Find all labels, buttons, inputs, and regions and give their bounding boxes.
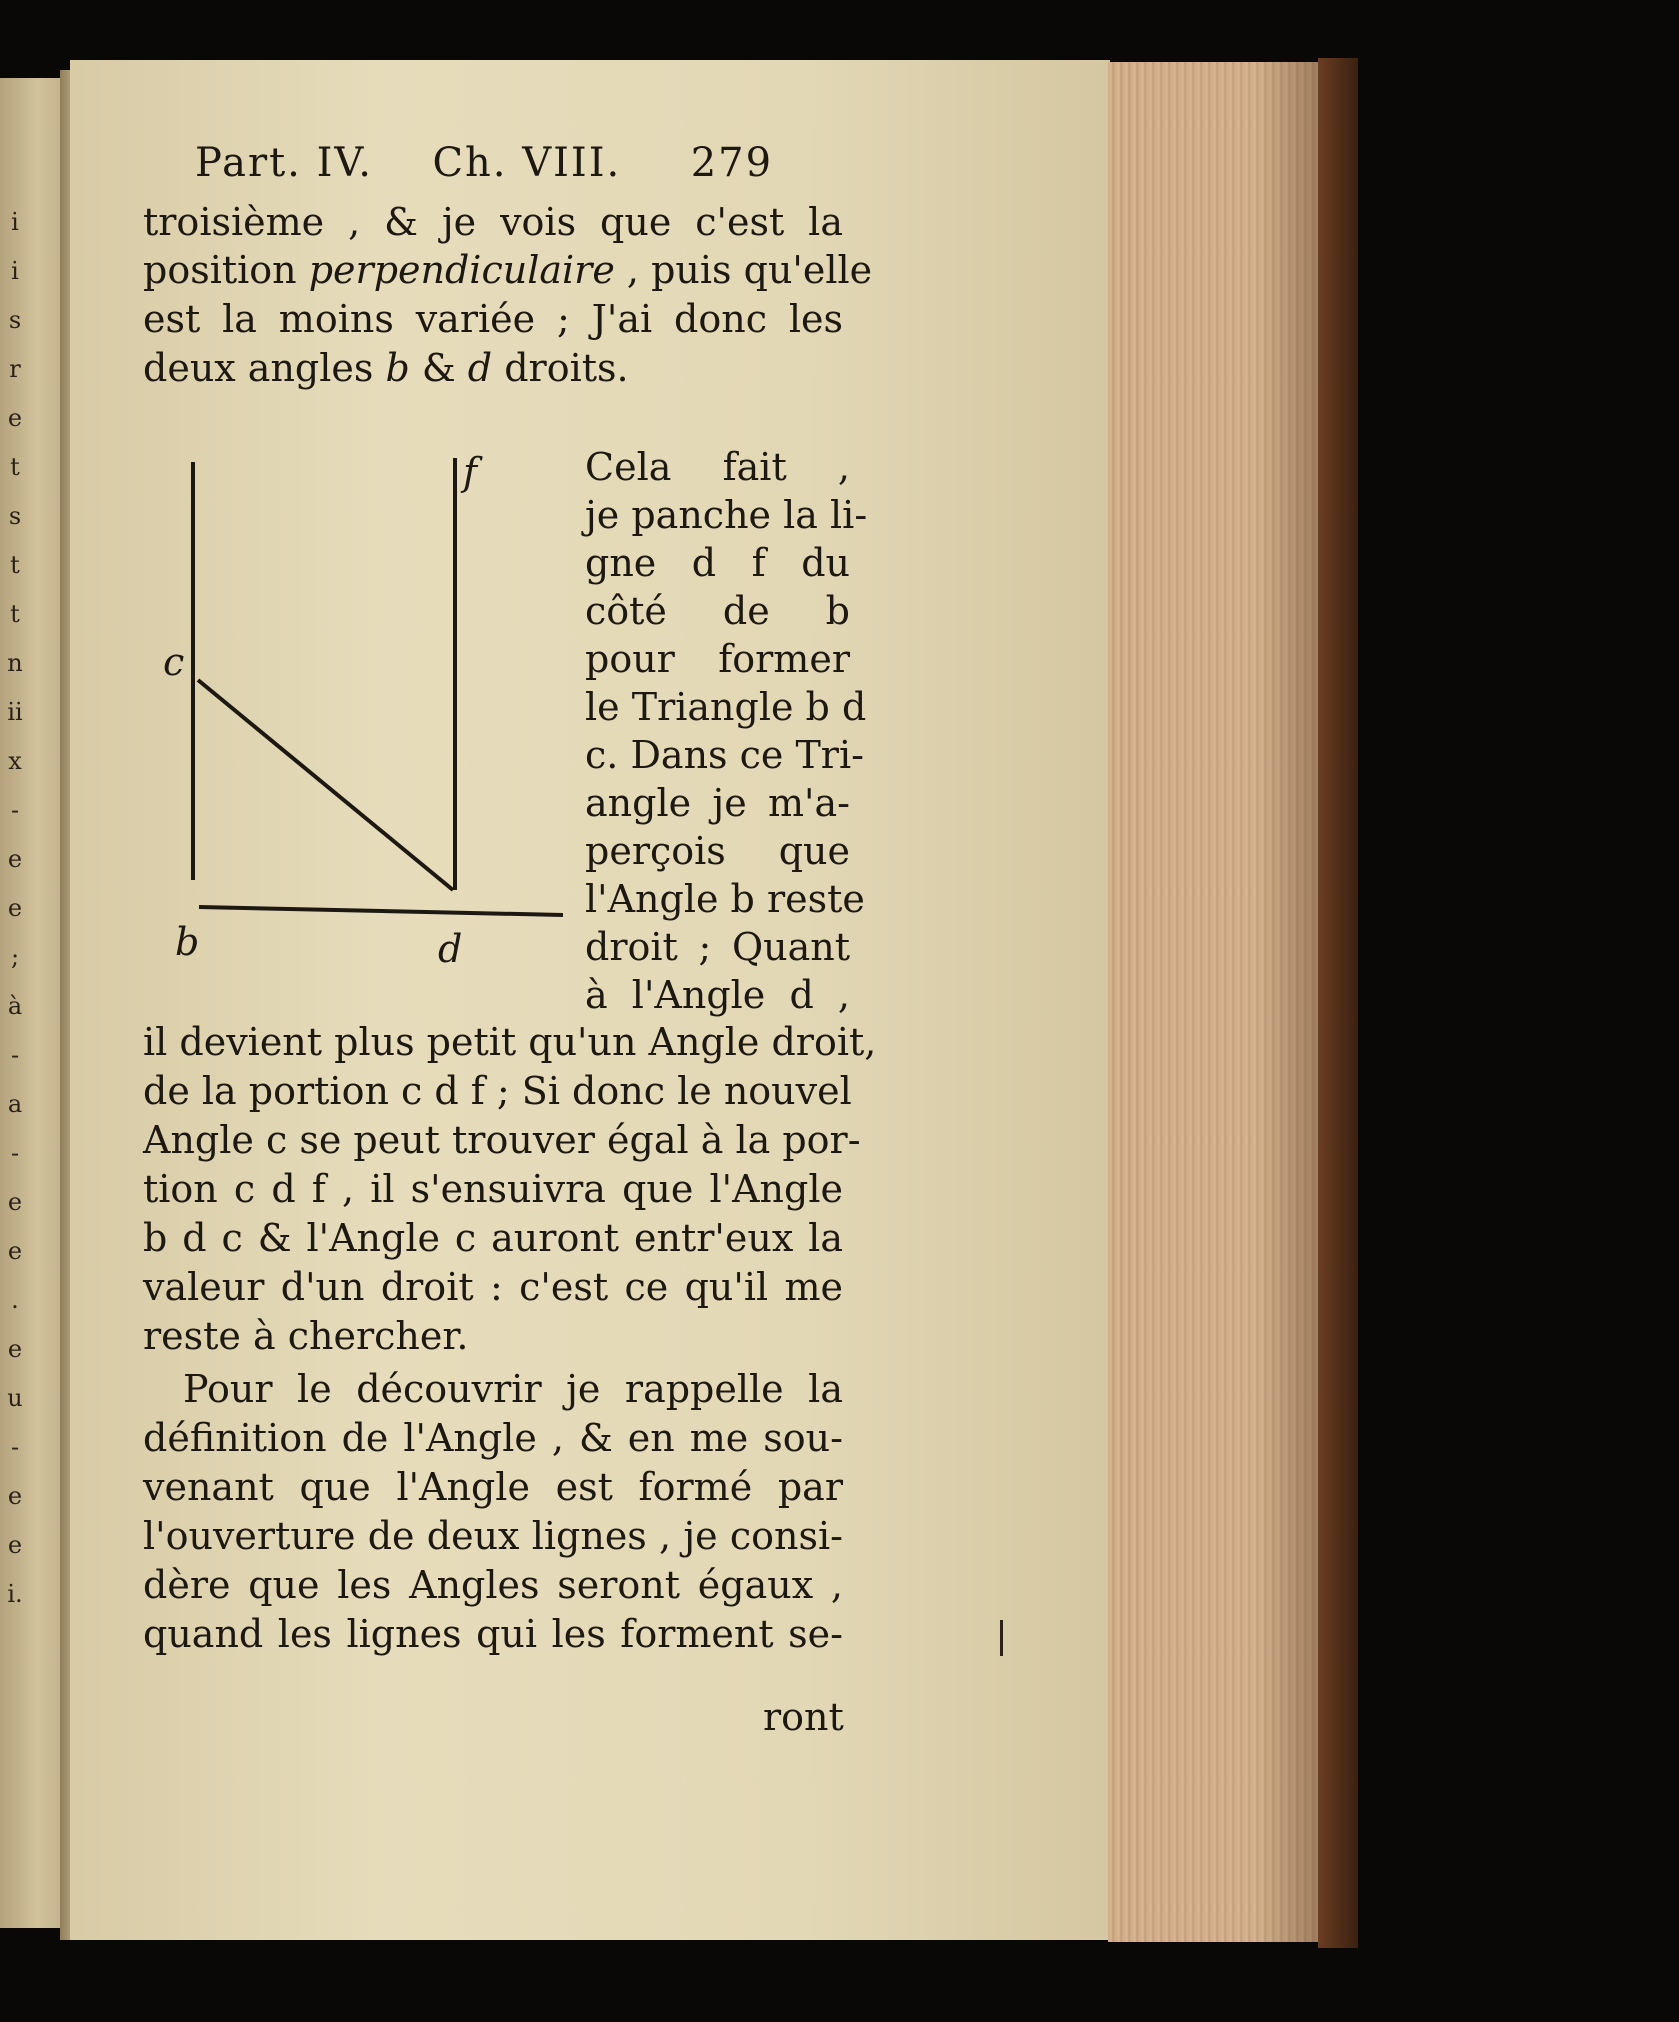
left-page: [0, 78, 62, 1928]
edge-letter: s: [8, 306, 22, 334]
edge-letter: i.: [7, 1580, 23, 1608]
label-c: c: [163, 640, 185, 684]
text-line: position perpendiculaire , puis qu'elle: [143, 248, 873, 292]
edge-letter: à: [7, 992, 23, 1020]
text-line: reste à chercher.: [143, 1314, 469, 1358]
label-f: f: [463, 450, 478, 494]
side-text-line: le Triangle b d: [585, 685, 867, 729]
side-text-line: c. Dans ce Tri-: [585, 733, 864, 777]
text-line: troisième , & je vois que c'est la: [143, 200, 843, 244]
edge-letter: i: [11, 257, 19, 285]
side-text-line: Cela fait ,: [585, 445, 850, 489]
edge-letter: e: [7, 1237, 23, 1265]
running-head: [195, 140, 845, 186]
side-text-line: l'Angle b reste: [585, 877, 865, 921]
text-line: venant que l'Angle est formé par: [143, 1465, 843, 1509]
margin-mark: [1000, 1620, 1003, 1656]
edge-letter: u: [7, 1384, 23, 1412]
edge-letter: e: [7, 1335, 23, 1363]
page-edges: [1108, 62, 1320, 1942]
text-line: Angle c se peut trouver égal à la por-: [143, 1118, 861, 1162]
side-text-line: gne d f du: [585, 541, 850, 585]
text-line: b d c & l'Angle c auront entr'eux la: [143, 1216, 843, 1260]
text-line: de la portion c d f ; Si donc le nouvel: [143, 1069, 852, 1113]
edge-letter: n: [7, 649, 23, 677]
side-text-line: côté de b: [585, 589, 850, 633]
edge-letter: x: [8, 747, 22, 775]
edge-letter: r: [9, 355, 21, 383]
catchword: ront: [763, 1695, 844, 1739]
edge-letter: a: [7, 1090, 23, 1118]
side-text-line: angle je m'a-: [585, 781, 850, 825]
side-text-line: pour former: [585, 637, 850, 681]
label-d: d: [438, 927, 463, 971]
edge-letter: -: [10, 796, 20, 824]
book-cover-edge: [1318, 58, 1358, 1948]
running-head-chapter: Ch. VIII.: [432, 140, 622, 186]
label-b: b: [175, 920, 200, 964]
edge-letter: e: [7, 1482, 23, 1510]
edge-letter: t: [10, 453, 20, 481]
edge-letter: -: [10, 1041, 20, 1069]
line-b-d: [199, 907, 563, 915]
edge-letter: e: [7, 1531, 23, 1559]
edge-letter: ii: [7, 698, 23, 726]
edge-letter: e: [7, 845, 23, 873]
text-line: valeur d'un droit : c'est ce qu'il me: [143, 1265, 843, 1309]
text-line: tion c d f , il s'ensuivra que l'Angle: [143, 1167, 843, 1211]
edge-letter: e: [7, 404, 23, 432]
edge-letter: t: [10, 551, 20, 579]
side-text-line: je panche la li-: [585, 493, 868, 537]
edge-letter: e: [7, 1188, 23, 1216]
text-line: quand les lignes qui les forment se-: [143, 1612, 843, 1656]
edge-letter: t: [10, 600, 20, 628]
running-head-part: Part. IV.: [195, 140, 373, 186]
text-line: deux angles b & d droits.: [143, 346, 629, 390]
text-line: dère que les Angles seront égaux ,: [143, 1563, 843, 1607]
geometry-figure: [143, 450, 563, 1010]
edge-letter: i: [11, 208, 19, 236]
page-number: 279: [690, 140, 774, 186]
text-line: l'ouverture de deux lignes , je consi-: [143, 1514, 843, 1558]
text-line: il devient plus petit qu'un Angle droit,: [143, 1020, 877, 1064]
left-page-edge-text: [2, 198, 28, 1619]
edge-letter: -: [10, 1433, 20, 1461]
edge-letter: .: [11, 1286, 19, 1314]
line-c-d: [198, 680, 453, 890]
text-line: Pour le découvrir je rappelle la: [183, 1367, 843, 1411]
edge-letter: -: [10, 1139, 20, 1167]
text-line: est la moins variée ; J'ai donc les: [143, 297, 843, 341]
edge-letter: e: [7, 894, 23, 922]
side-text-line: à l'Angle d ,: [585, 973, 850, 1017]
text-line: définition de l'Angle , & en me sou-: [143, 1416, 843, 1460]
edge-letter: s: [8, 502, 22, 530]
edge-letter: ;: [10, 943, 20, 971]
side-text-line: droit ; Quant: [585, 925, 850, 969]
side-text-line: perçois que: [585, 829, 850, 873]
